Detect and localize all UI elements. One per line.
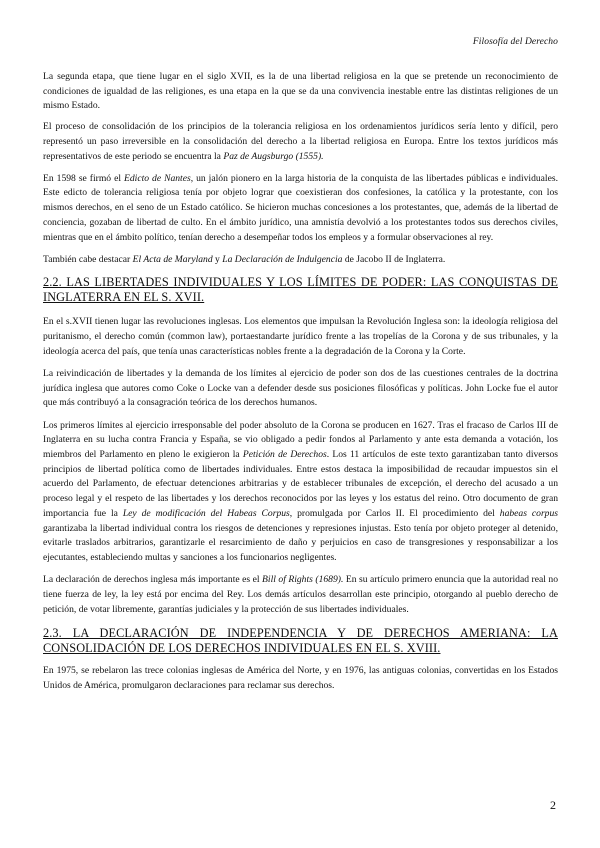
- text: , un jalón pionero en la larga historia de la conquista de las libertades públicas e individuales. Este edicto de tolerancia religiosa tenía por objeto lograr que coexistieran dos confesiones, la católica y la protestante, con los mismos derechos, en el seno de un Estado católico. Se hicieron muchas concesiones a los protestantes, que, además de la libertad de conciencia, gozaban de libertad de culto. En el ámbito jurídico, una amnistía devolvió a los protestantes todos sus derechos civiles, mientras que en el ámbito político, tenían derecho a desempeñar todos los empleos y a formular observaciones al rey.: [43, 172, 558, 243]
- text: En 1598 se firmó el: [43, 172, 124, 184]
- paragraph-english-revolutions: En el s.XVII tienen lugar las revoluciones inglesas. Los elementos que impulsan la Revolución Inglesa son: la ideología religiosa del puritanismo, el derecho común (common law), portaestandarte jurídico frente a las tropelías de la Corona y de sus tribunales, y la ideología acerca del país, que tenía unas características nobles frente a la degradación de la Corona y la Corte.: [43, 316, 558, 357]
- section-heading-2-2: 2.2. LAS LIBERTADES INDIVIDUALES Y LOS LÍMITES DE PODER: LAS CONQUISTAS DE INGLATERRA EN EL S. XVII.: [43, 275, 558, 305]
- emphasis-habeas: habeas corpus: [499, 507, 559, 519]
- text: En su artículo primero enuncia que la autoridad real no tiene fuerza de ley, la ley está por encima del Rey. Los demás artículos desarrollan este principio, otorgando al pueblo derecho de petición, de votar libremente, garantías judiciales y la protección de sus libertades individuales.: [43, 574, 558, 615]
- emphasis-maryland: El Acta de Maryland: [132, 253, 213, 265]
- text: garantizaba la libertad individual contra los riesgos de detenciones y represiones injustas. Esto tenía por objeto proteger al detenido, evitarle traslados arbitrarios, garantizarle el resarcimiento de daño y perjuicios en caso de transgresiones y responsabilizar a los ejecutantes, estableciendo multas y sanciones a los funcionarios negligentes.: [43, 522, 558, 563]
- paragraph-edict-nantes: [43, 172, 558, 246]
- document-body: [43, 70, 558, 701]
- paragraph-bill-of-rights: [43, 573, 558, 617]
- paragraph-tolerance-process: [43, 120, 558, 164]
- paragraph-second-stage: La segunda etapa, que tiene lugar en el siglo XVII, es la de una libertad religiosa en la que se pretende un reconocimiento de condiciones de igualdad de las religiones, es una etapa en la que se da una convivencia inestable entre las distintas religiones de un mismo Estado.: [43, 71, 558, 112]
- emphasis-bill: Bill of Rights (1689).: [262, 574, 344, 586]
- text: La declaración de derechos inglesa más importante es el: [43, 574, 263, 586]
- text: y: [212, 253, 223, 265]
- section-heading-2-3: 2.3. LA DECLARACIÓN DE INDEPENDENCIA Y DE DERECHOS AMERIANA: LA CONSOLIDACIÓN DE LOS DERECHOS INDIVIDUALES EN EL S. XVIII.: [43, 626, 558, 656]
- emphasis-petition: Petición de Derechos: [242, 449, 327, 461]
- text: También cabe destacar: [43, 253, 133, 265]
- text: . Los 11 artículos de este texto garantizaban tanto diversos principios de libertad política como de libertades individuales. Entre estos destaca la imposibilidad de recaudar impuestos sin el acuerdo del Parlamento, de efectuar detenciones arbitrarias y de establecer tribunales de excepción, el derecho del acusado a un proceso legal y el respeto de las libertades y los derechos reconocidos por las leyes y los estatus del reino. Otro documento de gran importancia fue la: [43, 449, 558, 519]
- text: El proceso de consolidación de los principios de la tolerancia religiosa en los ordenamientos jurídicos sería lento y difícil, pero representó un paso irreversible en la consolidación del derecho a la libertad religiosa en Europa. Entre los textos jurídicos más representativos de este periodo se encuentra la: [43, 121, 558, 162]
- emphasis-habeas-law: Ley de modificación del Habeas Corpus: [122, 507, 290, 519]
- paragraph-colonies: En 1975, se rebelaron las trece colonias inglesas de América del Norte, y en 1976, las antiguas colonias, convertidas en los Estados Unidos de América, promulgaron declaraciones para reclamar sus derechos.: [43, 665, 558, 691]
- emphasis-nantes: Edicto de Nantes: [124, 172, 191, 184]
- text: , promulgada por Carlos II. El procedimiento del: [289, 507, 500, 519]
- running-header: Filosofía del Derecho: [472, 37, 558, 47]
- paragraph-maryland: [43, 253, 558, 268]
- paragraph-claims-liberties: La reivindicación de libertades y la demanda de los límites al ejercicio de poder son dos de las cuestiones centrales de la doctrina jurídica inglesa que autores como Coke o Locke van a defender desde sus posiciones filosóficas y políticas. John Locke fue el autor que más contribuyó a la consagración teórica de los derechos humanos.: [43, 368, 558, 409]
- emphasis-augsburg: Paz de Augsburgo (1555).: [223, 150, 324, 162]
- paragraph-first-limits: [43, 419, 558, 566]
- emphasis-indulgence: La Declaración de Indulgencia: [222, 253, 343, 265]
- text: Los primeros límites al ejercicio irresponsable del poder absoluto de la Corona se producen en 1627. Tras el fracaso de Carlos III de Inglaterra en su lucha contra Francia y España, se vio obligado a pedir fondos al Parlamento y ante esta demanda a votación, los miembros del Parlamento en pleno le exigieron la: [43, 419, 558, 461]
- text: de Jacobo II de Inglaterra.: [342, 253, 446, 265]
- page-number: 2: [550, 798, 556, 812]
